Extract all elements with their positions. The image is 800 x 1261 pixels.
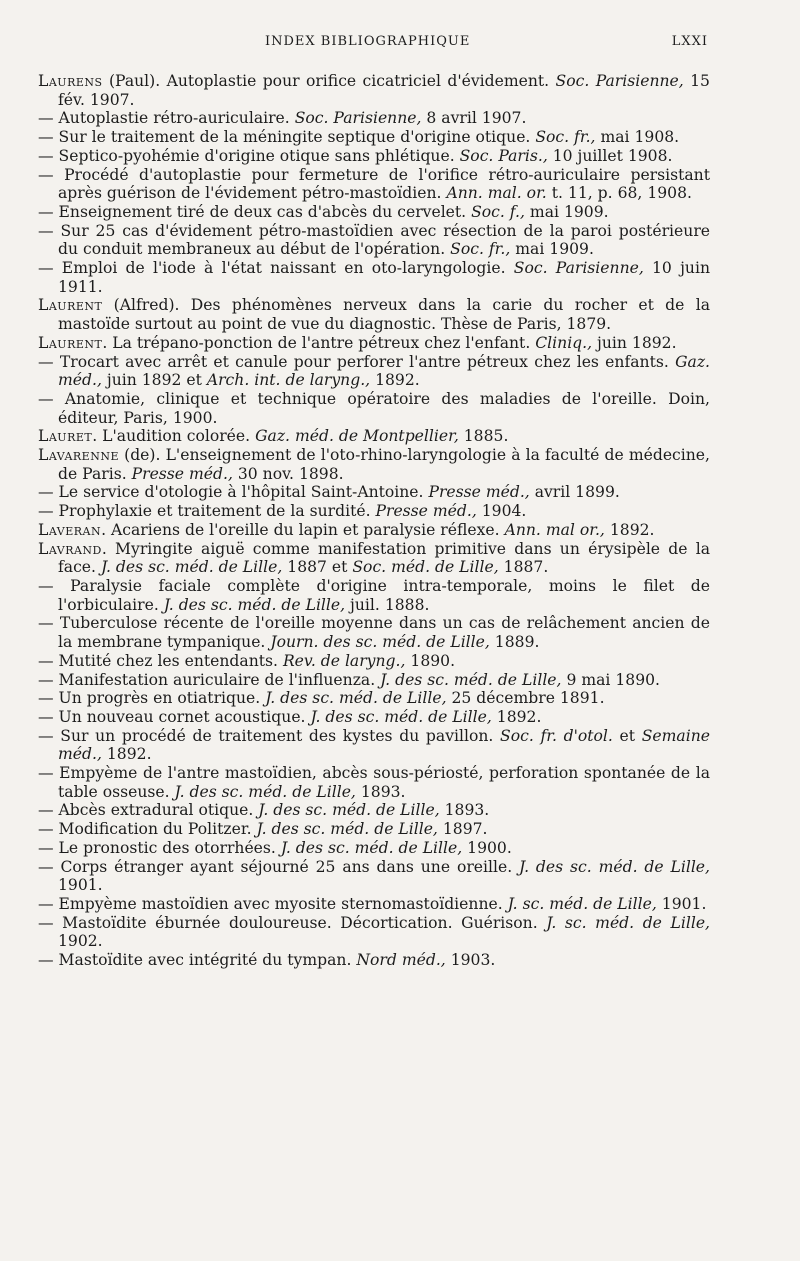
entry-date: 1903.: [445, 951, 496, 970]
entry-text: — Prophylaxie et traitement de la surdité.: [38, 502, 376, 521]
entry-journal: Soc. Parisienne,: [294, 109, 422, 128]
entry-date: 10 juillet 1908.: [547, 146, 673, 165]
entry-text: — Corps étranger ayant séjourné 25 ans dans une oreille.: [38, 857, 520, 876]
entry-text: — Mastoïdite éburnée douloureuse. Décortication. Guérison.: [38, 913, 547, 932]
bibliography-entry: [38, 951, 710, 970]
entry-date: 1893.: [439, 801, 490, 820]
entry-date: 1887.: [498, 558, 549, 577]
entry-text: — Paralysie faciale complète d'origine intra-temporale, moins le filet de l'orbiculaire.: [38, 576, 710, 614]
entry-date: mai 1908.: [595, 128, 680, 147]
entry-journal: Gaz. méd.,: [58, 352, 710, 390]
bibliography-entry: [38, 671, 710, 690]
bibliography-entry: [38, 353, 710, 390]
entry-date: t. 11, p. 68, 1908.: [546, 184, 692, 203]
entry-date: avril 1899.: [529, 483, 620, 502]
entry-text: — Mutité chez les entendants.: [38, 651, 283, 670]
entry-date: 1889.: [489, 633, 540, 652]
bibliography-entry: [38, 914, 710, 951]
bibliography-entry: [38, 128, 710, 147]
bibliography-entry: [38, 540, 710, 577]
entry-journal: J. des sc. méd. de Lille,: [174, 782, 356, 801]
entry-date: 1904.: [476, 502, 527, 521]
entry-date: 1887 et: [282, 558, 353, 577]
bibliography-entry: [38, 446, 710, 483]
entry-journal: J. des sc. méd. de Lille,: [265, 689, 447, 708]
entry-journal: Gaz. méd. de Montpellier,: [255, 427, 459, 446]
entry-text: — Tuberculose récente de l'oreille moyenne dans un cas de relâchement ancien de la membrane tympanique.: [38, 614, 710, 652]
entry-date: 1892.: [370, 371, 420, 390]
bibliography-entry: [38, 203, 710, 222]
entry-date: juin 1892.: [592, 333, 677, 352]
entry-author: Laurent: [38, 296, 103, 315]
bibliography-entry: [38, 166, 710, 203]
bibliography-entry: [38, 521, 710, 540]
entry-journal: Semaine méd.,: [58, 726, 710, 764]
entry-journal: Presse méd.,: [428, 483, 530, 502]
entry-text: . La trépano-ponction de l'antre pétreux chez l'enfant.: [102, 333, 536, 352]
entry-journal: Soc. fr.,: [450, 240, 511, 259]
entry-text: — Trocart avec arrêt et canule pour perforer l'antre pétreux chez les enfants.: [38, 352, 676, 371]
entry-journal: J. des sc. méd. de Lille,: [310, 707, 492, 726]
entry-journal: Soc. Parisienne,: [555, 72, 684, 90]
entry-author: Lavrand: [38, 539, 102, 558]
entry-journal: J. des sc. méd. de Lille,: [380, 670, 562, 689]
running-header: [0, 34, 800, 54]
entry-journal: Soc. Paris.,: [459, 146, 548, 165]
page-number: LXXI: [671, 34, 708, 49]
entry-text: — Sur 25 cas d'évidement pétro-mastoïdien avec résection de la paroi postérieure du conduit membraneux au début de l'opération.: [38, 221, 710, 259]
entry-text: — Enseignement tiré de deux cas d'abcès du cervelet.: [38, 202, 472, 221]
entry-journal: Ann. mal. or.: [446, 184, 547, 203]
entry-date: 10 juin 1911.: [58, 259, 710, 296]
entry-journal: Soc. méd. de Lille,: [352, 558, 499, 577]
entry-text: — Autoplastie rétro-auriculaire.: [38, 109, 295, 128]
entry-journal: Soc. f.,: [471, 202, 525, 221]
entry-date: mai 1909.: [524, 202, 609, 221]
bibliography-entry: [38, 259, 710, 296]
entry-text: — Un nouveau cornet acoustique.: [38, 707, 311, 726]
entry-text: . Acariens de l'oreille du lapin et paralysie réflexe.: [101, 520, 505, 539]
entry-text: — Manifestation auriculaire de l'influenza.: [38, 670, 381, 689]
entry-text: — Septico-pyohémie d'origine otique sans phlétique.: [38, 146, 460, 165]
bibliography-entry: [38, 147, 710, 166]
bibliography-entry: [38, 334, 710, 353]
bibliography-entry: [38, 839, 710, 858]
entry-journal: Soc. fr.,: [535, 128, 596, 147]
bibliography-entry: [38, 708, 710, 727]
entry-journal: Soc. Parisienne,: [513, 259, 644, 278]
entry-journal: J. des sc. méd. de Lille,: [519, 857, 710, 876]
entry-author: Laveran: [38, 520, 102, 539]
entry-journal: J. des sc. méd. de Lille,: [280, 838, 463, 857]
entry-journal: Presse méd.,: [131, 464, 233, 483]
entry-text: (Paul). Autoplastie pour orifice cicatriciel d'évidement.: [102, 72, 556, 90]
entry-author: Lavarenne: [38, 446, 119, 465]
entry-text: . L'audition colorée.: [92, 427, 256, 446]
entry-text: — Sur le traitement de la méningite septique d'origine otique.: [38, 128, 536, 147]
bibliography-entry: [38, 801, 710, 820]
entry-date: 1892.: [604, 520, 655, 539]
entry-journal: Ann. mal or.,: [504, 520, 605, 539]
entry-date: 1893.: [355, 782, 406, 801]
header-title: INDEX BIBLIOGRAPHIQUE: [265, 34, 471, 49]
entry-text: (Alfred). Des phénomènes nerveux dans la carie du rocher et de la mastoïde surtout au point de vue du diagnostic. Thèse de Paris, 1879.: [58, 296, 710, 334]
bibliography-entry: [38, 652, 710, 671]
entry-journal: Cliniq.,: [535, 333, 593, 352]
entry-date: 1901.: [58, 876, 103, 895]
bibliography-entry: [38, 390, 710, 427]
entry-text: — Mastoïdite avec intégrité du tympan.: [38, 951, 357, 970]
entry-text: — Empyème de l'antre mastoïdien, abcès sous-périosté, perforation spontanée de la table osseuse.: [38, 764, 710, 801]
entry-date: 1892.: [491, 707, 542, 726]
entry-date: 25 décembre 1891.: [446, 689, 605, 708]
entry-date: 1897.: [437, 820, 488, 839]
entry-text: — Abcès extradural otique.: [38, 801, 259, 820]
entry-journal: Nord méd.,: [356, 951, 446, 970]
entry-text: — Le service d'otologie à l'hôpital Saint-Antoine.: [38, 483, 429, 502]
entry-date: 1900.: [462, 838, 512, 857]
bibliography-entry: [38, 502, 710, 521]
bibliography-entry: [38, 614, 710, 651]
entry-date: 8 avril 1907.: [421, 109, 527, 128]
entry-author: Laurent: [38, 333, 103, 352]
entry-journal: Rev. de laryng.,: [282, 651, 406, 670]
entry-text: (de). L'enseignement de l'oto-rhino-laryngologie à la faculté de médecine, de Paris.: [58, 446, 710, 483]
entry-author: Laurens: [38, 72, 103, 90]
entry-journal: J. sc. méd. de Lille,: [546, 913, 711, 932]
entry-text: — Empyème mastoïdien avec myosite sternomastoïdienne.: [38, 894, 508, 913]
entry-journal: Soc. fr. d'otol.: [500, 726, 613, 745]
entry-journal: Arch. int. de laryng.,: [206, 371, 371, 390]
entry-journal: J. des sc. méd. de Lille,: [256, 820, 438, 839]
entry-journal: J. des sc. méd. de Lille,: [163, 595, 346, 614]
entry-text: — Emploi de l'iode à l'état naissant en oto-laryngologie.: [38, 259, 514, 278]
entry-text: — Le pronostic des otorrhées.: [38, 838, 281, 857]
bibliography-entry: [38, 427, 710, 446]
entry-author: Lauret: [38, 427, 93, 446]
entry-date: 30 nov. 1898.: [232, 464, 344, 483]
entry-text: — Anatomie, clinique et technique opératoire des maladies de l'oreille. Doin, éditeur, Paris, 1900.: [38, 389, 710, 427]
entry-date: juin 1892 et: [101, 371, 207, 390]
bibliography-entry: [38, 109, 710, 128]
entry-text: — Modification du Politzer.: [38, 820, 257, 839]
bibliography-entry: [38, 483, 710, 502]
entry-text: . Myringite aiguë comme manifestation primitive dans un érysipèle de la face.: [58, 539, 710, 577]
entry-date: et: [612, 726, 642, 745]
entry-date: 1885.: [458, 427, 509, 446]
entry-date: 9 mai 1890.: [561, 670, 661, 689]
entry-date: juil. 1888.: [345, 595, 430, 614]
entry-journal: J. des sc. méd. de Lille,: [100, 558, 283, 577]
bibliography-entry: [38, 689, 710, 708]
entry-date: 15 fév. 1907.: [58, 72, 710, 109]
entry-date: 1902.: [58, 932, 103, 951]
entry-text: — Un progrès en otiatrique.: [38, 689, 266, 708]
bibliography-entry: [38, 858, 710, 895]
entry-date: mai 1909.: [510, 240, 594, 259]
entry-text: — Sur un procédé de traitement des kystes du pavillon.: [38, 726, 501, 745]
bibliography-entry: [38, 727, 710, 764]
entry-journal: Journ. des sc. méd. de Lille,: [270, 633, 490, 652]
entry-date: 1890.: [405, 651, 456, 670]
bibliography-list: [38, 72, 710, 970]
bibliography-entry: [38, 296, 710, 333]
entry-journal: J. des sc. méd. de Lille,: [258, 801, 440, 820]
bibliography-entry: [38, 895, 710, 914]
entry-date: 1901.: [656, 894, 707, 913]
entry-journal: Presse méd.,: [375, 502, 477, 521]
entry-text: — Procédé d'autoplastie pour fermeture de l'orifice rétro-auriculaire persistant après guérison de l'évidement pétro-mastoïdien.: [38, 165, 710, 203]
bibliography-entry: [38, 577, 710, 614]
entry-date: 1892.: [101, 745, 152, 764]
bibliography-entry: [38, 222, 710, 259]
entry-journal: J. sc. méd. de Lille,: [507, 894, 657, 913]
bibliography-entry: [38, 72, 710, 109]
bibliography-entry: [38, 764, 710, 801]
bibliography-entry: [38, 820, 710, 839]
